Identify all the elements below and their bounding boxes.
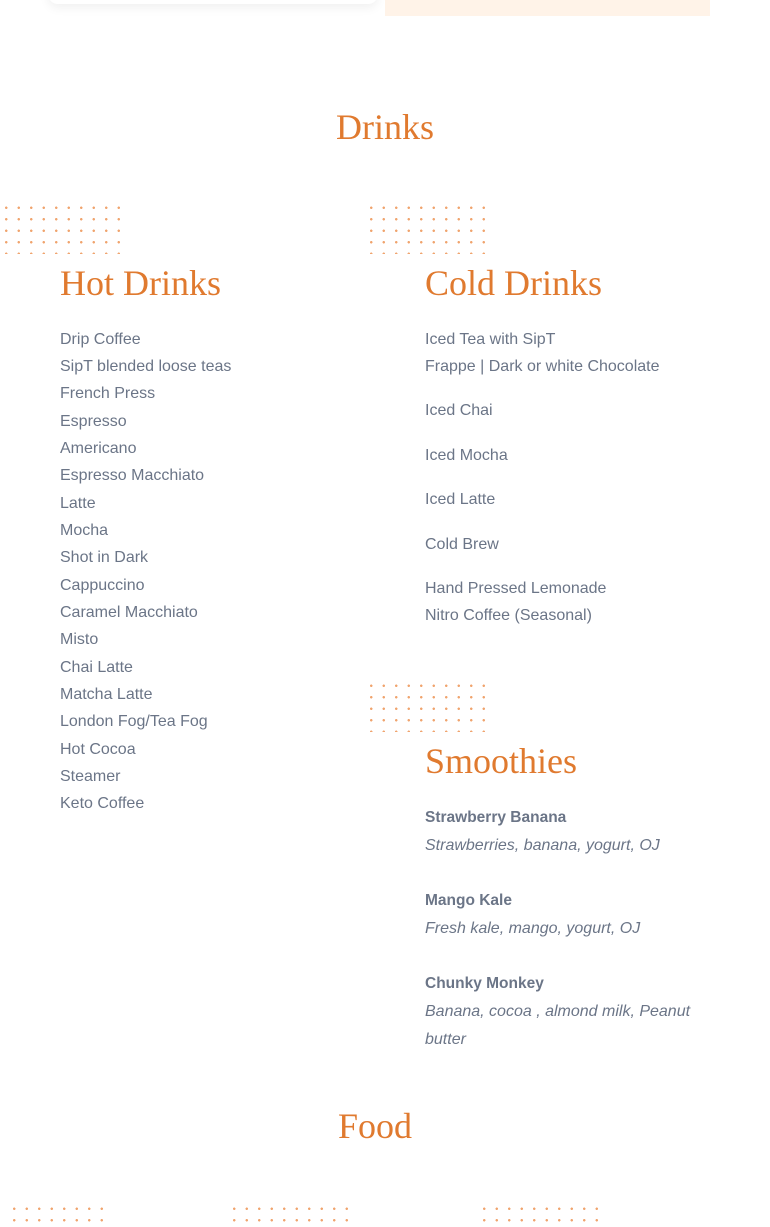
hot-drink-item: Americano bbox=[60, 440, 137, 457]
hot-drink-item: Steamer bbox=[60, 768, 121, 785]
hot-drink-item: Hot Cocoa bbox=[60, 741, 136, 758]
smoothie-name: Mango Kale bbox=[425, 892, 512, 909]
smoothie-description: Banana, cocoa , almond milk, Peanut butter bbox=[425, 1003, 691, 1048]
cold-drink-item: Iced Latte bbox=[425, 491, 496, 508]
hot-drink-item: SipT blended loose teas bbox=[60, 358, 232, 375]
drinks-section-title: Drinks bbox=[336, 107, 434, 147]
cold-drinks-title: Cold Drinks bbox=[425, 263, 603, 303]
hot-drink-item: Matcha Latte bbox=[60, 686, 153, 703]
smoothies-title: Smoothies bbox=[425, 741, 578, 781]
dot-pattern-cold bbox=[365, 202, 487, 254]
hot-drink-item: Mocha bbox=[60, 522, 109, 539]
hot-drink-item: Shot in Dark bbox=[60, 549, 149, 566]
hot-drink-item: London Fog/Tea Fog bbox=[60, 713, 208, 730]
smoothie-name: Chunky Monkey bbox=[425, 975, 544, 992]
dot-pattern-smoothies bbox=[365, 680, 487, 732]
cold-drink-item: Iced Tea with SipT bbox=[425, 331, 556, 348]
cold-drink-item: Nitro Coffee (Seasonal) bbox=[425, 607, 592, 624]
food-section-title: Food bbox=[337, 1106, 413, 1146]
dot-pattern-food-2 bbox=[228, 1203, 350, 1227]
cold-drink-item: Hand Pressed Lemonade bbox=[425, 580, 607, 597]
hot-drink-item: Keto Coffee bbox=[60, 795, 145, 812]
dot-pattern-food-1 bbox=[8, 1203, 103, 1227]
dot-pattern-food-3 bbox=[478, 1203, 600, 1227]
hot-drink-item: Misto bbox=[60, 631, 99, 648]
top-card-edge bbox=[48, 0, 378, 4]
hot-drink-item: French Press bbox=[60, 385, 156, 402]
hot-drink-item: Drip Coffee bbox=[60, 331, 141, 348]
cold-drink-item: Cold Brew bbox=[425, 536, 499, 553]
cold-drink-item: Iced Chai bbox=[425, 402, 493, 419]
top-highlight-block bbox=[385, 0, 710, 16]
hot-drinks-title: Hot Drinks bbox=[60, 263, 221, 303]
hot-drink-item: Espresso bbox=[60, 413, 127, 430]
hot-drink-item: Latte bbox=[60, 495, 96, 512]
hot-drink-item: Cappuccino bbox=[60, 577, 145, 594]
dot-pattern-hot bbox=[0, 202, 122, 254]
cold-drink-item: Frappe | Dark or white Chocolate bbox=[425, 358, 660, 375]
hot-drink-item: Chai Latte bbox=[60, 659, 133, 676]
hot-drink-item: Caramel Macchiato bbox=[60, 604, 198, 621]
smoothie-name: Strawberry Banana bbox=[425, 809, 567, 826]
smoothie-description: Strawberries, banana, yogurt, OJ bbox=[425, 837, 660, 854]
cold-drink-item: Iced Mocha bbox=[425, 447, 508, 464]
smoothie-description: Fresh kale, mango, yogurt, OJ bbox=[425, 920, 641, 937]
hot-drink-item: Espresso Macchiato bbox=[60, 467, 205, 484]
